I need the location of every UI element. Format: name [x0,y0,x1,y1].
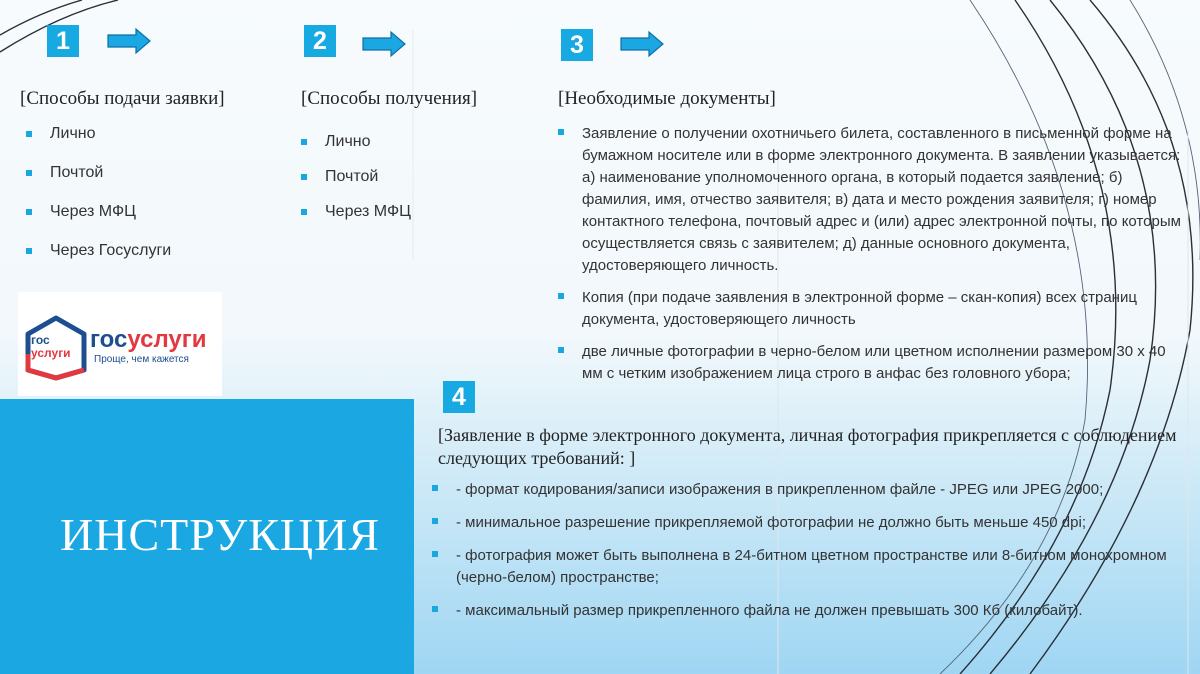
gosuslugi-logo [18,292,222,396]
step-4-number: 4 [443,381,475,413]
list-item: Копия (при подаче заявления в электронной форме – скан-копия) всех страниц документа, удостоверяющего личность [556,287,1188,331]
list-item: Лично [299,133,499,168]
step-3-list [556,123,1188,395]
logo-brand-part1: гос [90,326,128,353]
step-2-heading: [Способы получения] [301,88,478,109]
step-1-list [24,125,284,281]
arrow-right-icon [619,30,665,58]
list-item: Почтой [24,164,284,203]
list-item: Лично [24,125,284,164]
list-item: Через МФЦ [24,203,284,242]
step-4-list [430,479,1170,633]
arrow-right-icon [106,27,152,55]
step-1-heading: [Способы подачи заявки] [20,88,225,109]
logo-badge-bottom: услуги [31,346,71,360]
list-item: - фотография может быть выполнена в 24-битном цветном пространстве или 8-битном монохромном (черно-белом) пространстве; [430,545,1170,589]
step-3-number: 3 [561,29,593,61]
logo-brand-part2: услуги [127,326,207,353]
list-item: Через МФЦ [299,203,499,238]
step-3-heading: [Необходимые документы] [558,88,776,109]
list-item: Заявление о получении охотничьего билета, составленного в письменной форме на бумажном носителе или в форме электронного документа. В заявлении указывается: а) наименование уполномоченного органа, в который подается заявление; б) фамилия, имя, отчество заявителя; в) дата и место рождения заявителя; г) номер контактного телефона, почтовый адрес и (или) адрес электронной почты, по которым осуществляется связь с заявителем; д) данные основного документа, удостоверяющего личность. [556,123,1188,277]
logo-badge-top: гос [31,333,50,347]
step-4-heading: [Заявление в форме электронного документа, личная фотография прикрепляется с соблюдением следующих требований: ] [438,425,1177,468]
arrow-right-icon [361,30,407,58]
list-item: - максимальный размер прикрепленного файла не должен превышать 300 Кб (килобайт). [430,600,1170,622]
list-item: - минимальное разрешение прикрепляемой фотографии не должно быть меньше 450 dpi; [430,512,1170,534]
list-item: Через Госуслуги [24,242,284,281]
page-title: ИНСТРУКЦИЯ [60,509,381,560]
step-1-number: 1 [47,25,79,57]
logo-tagline: Проще, чем кажется [94,354,189,365]
logo-brand [90,326,207,354]
step-2-list [299,133,499,238]
list-item: две личные фотографии в черно-белом или цветном исполнении размером 30 х 40 мм с четким изображением лица строго в анфас без головного убора; [556,341,1188,385]
list-item: - формат кодирования/записи изображения в прикрепленном файле - JPEG или JPEG 2000; [430,479,1170,501]
list-item: Почтой [299,168,499,203]
step-2-number: 2 [304,25,336,57]
